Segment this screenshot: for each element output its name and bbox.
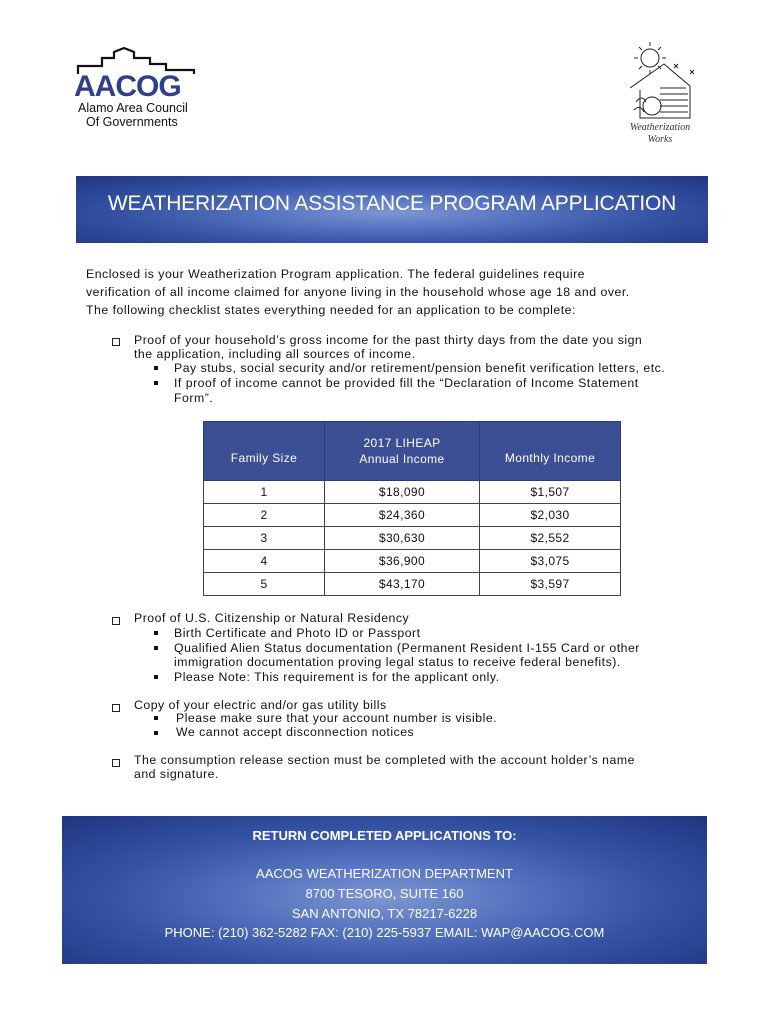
logo-wordmark: AACOG	[74, 70, 181, 103]
cell-annual: $18,090	[325, 481, 480, 504]
bullet-icon	[154, 631, 158, 635]
title-banner	[76, 176, 708, 243]
cell-monthly: $1,507	[480, 481, 621, 504]
intro-paragraph	[86, 265, 706, 319]
item-text: Proof of U.S. Citizenship or Natural Residency	[134, 611, 410, 625]
cell-family-size: 1	[204, 481, 325, 504]
bullet-icon	[154, 366, 158, 370]
return-street: 8700 TESORO, SUITE 160	[305, 886, 464, 901]
bullet-text: Qualified Alien Status documentation (Permanent Resident I-155 Card or other	[174, 641, 640, 655]
cell-monthly: $3,075	[480, 550, 621, 573]
header-family-size: Family Size	[204, 422, 325, 481]
income-table	[203, 421, 621, 596]
cell-annual: $43,170	[325, 573, 480, 596]
item-text: and signature.	[134, 767, 219, 781]
checkbox-income[interactable]	[112, 338, 120, 346]
item-text: Copy of your electric and/or gas utility bills	[134, 698, 387, 712]
item-text: Proof of your household’s gross income for the past thirty days from the date you sign	[134, 333, 643, 347]
table-row	[204, 504, 621, 527]
header-annual-income	[325, 422, 480, 481]
bullet-text: Form”.	[174, 391, 214, 405]
aacog-logo	[64, 46, 224, 136]
cell-family-size: 5	[204, 573, 325, 596]
checkbox-consumption[interactable]	[112, 759, 120, 767]
intro-line: verification of all income claimed for anyone living in the household whose age 18 and over.	[86, 285, 630, 299]
bullet-icon	[154, 381, 158, 385]
bullet-icon	[154, 716, 158, 720]
page-title: WEATHERIZATION ASSISTANCE PROGRAM APPLICATION	[107, 192, 677, 215]
bullet-text: Please Note: This requirement is for the applicant only.	[174, 670, 500, 684]
intro-line: The following checklist states everything needed for an application to be complete:	[86, 303, 576, 317]
bullet-icon	[154, 675, 158, 679]
cell-annual: $30,630	[325, 527, 480, 550]
bullet-text: Birth Certificate and Photo ID or Passport	[174, 626, 421, 640]
bullet-text: Pay stubs, social security and/or retirement/pension benefit verification letters, etc.	[174, 361, 666, 375]
bullet-icon	[154, 731, 158, 735]
item-text: the application, including all sources of income.	[134, 347, 416, 361]
cell-family-size: 2	[204, 504, 325, 527]
cell-annual: $36,900	[325, 550, 480, 573]
table-row	[204, 573, 621, 596]
return-heading: RETURN COMPLETED APPLICATIONS TO:	[252, 828, 517, 843]
checkbox-citizenship[interactable]	[112, 617, 120, 625]
cell-monthly: $2,552	[480, 527, 621, 550]
table-row	[204, 550, 621, 573]
return-city: SAN ANTONIO, TX 78217-6228	[291, 906, 478, 921]
bullet-text: immigration documentation proving legal status to receive federal benefits).	[174, 655, 621, 669]
logo-caption-line-2: Works	[647, 134, 673, 145]
return-contact: PHONE: (210) 362-5282 FAX: (210) 225-5937 EMAIL: WAP@AACOG.COM	[164, 925, 605, 940]
cell-monthly: $2,030	[480, 504, 621, 527]
return-department: AACOG WEATHERIZATION DEPARTMENT	[256, 866, 513, 881]
bullet-text: If proof of income cannot be provided fill the “Declaration of Income Statement	[174, 376, 639, 390]
item-text: The consumption release section must be completed with the account holder’s name	[134, 753, 635, 767]
return-address-banner	[62, 816, 707, 964]
logo-line-2: Of Governments	[86, 115, 178, 129]
table-header-row	[204, 422, 621, 481]
table-row	[204, 481, 621, 504]
bullet-text: We cannot accept disconnection notices	[176, 725, 415, 739]
header-annual-line-2: Annual Income	[359, 452, 445, 466]
bullet-icon	[154, 646, 158, 650]
cell-annual: $24,360	[325, 504, 480, 527]
cell-monthly: $3,597	[480, 573, 621, 596]
weatherization-works-logo	[612, 36, 702, 146]
intro-line: Enclosed is your Weatherization Program application. The federal guidelines require	[86, 267, 586, 281]
table-row	[204, 527, 621, 550]
cell-family-size: 4	[204, 550, 325, 573]
cell-family-size: 3	[204, 527, 325, 550]
logo-line-1: Alamo Area Council	[78, 101, 188, 115]
checkbox-utility[interactable]	[112, 704, 120, 712]
house-sun-icon	[616, 36, 706, 120]
header-annual-line-1: 2017 LIHEAP	[363, 436, 441, 450]
bullet-text: Please make sure that your account number is visible.	[176, 711, 498, 725]
header-monthly-income: Monthly Income	[480, 422, 621, 481]
logo-caption-line-1: Weatherization	[629, 122, 691, 133]
